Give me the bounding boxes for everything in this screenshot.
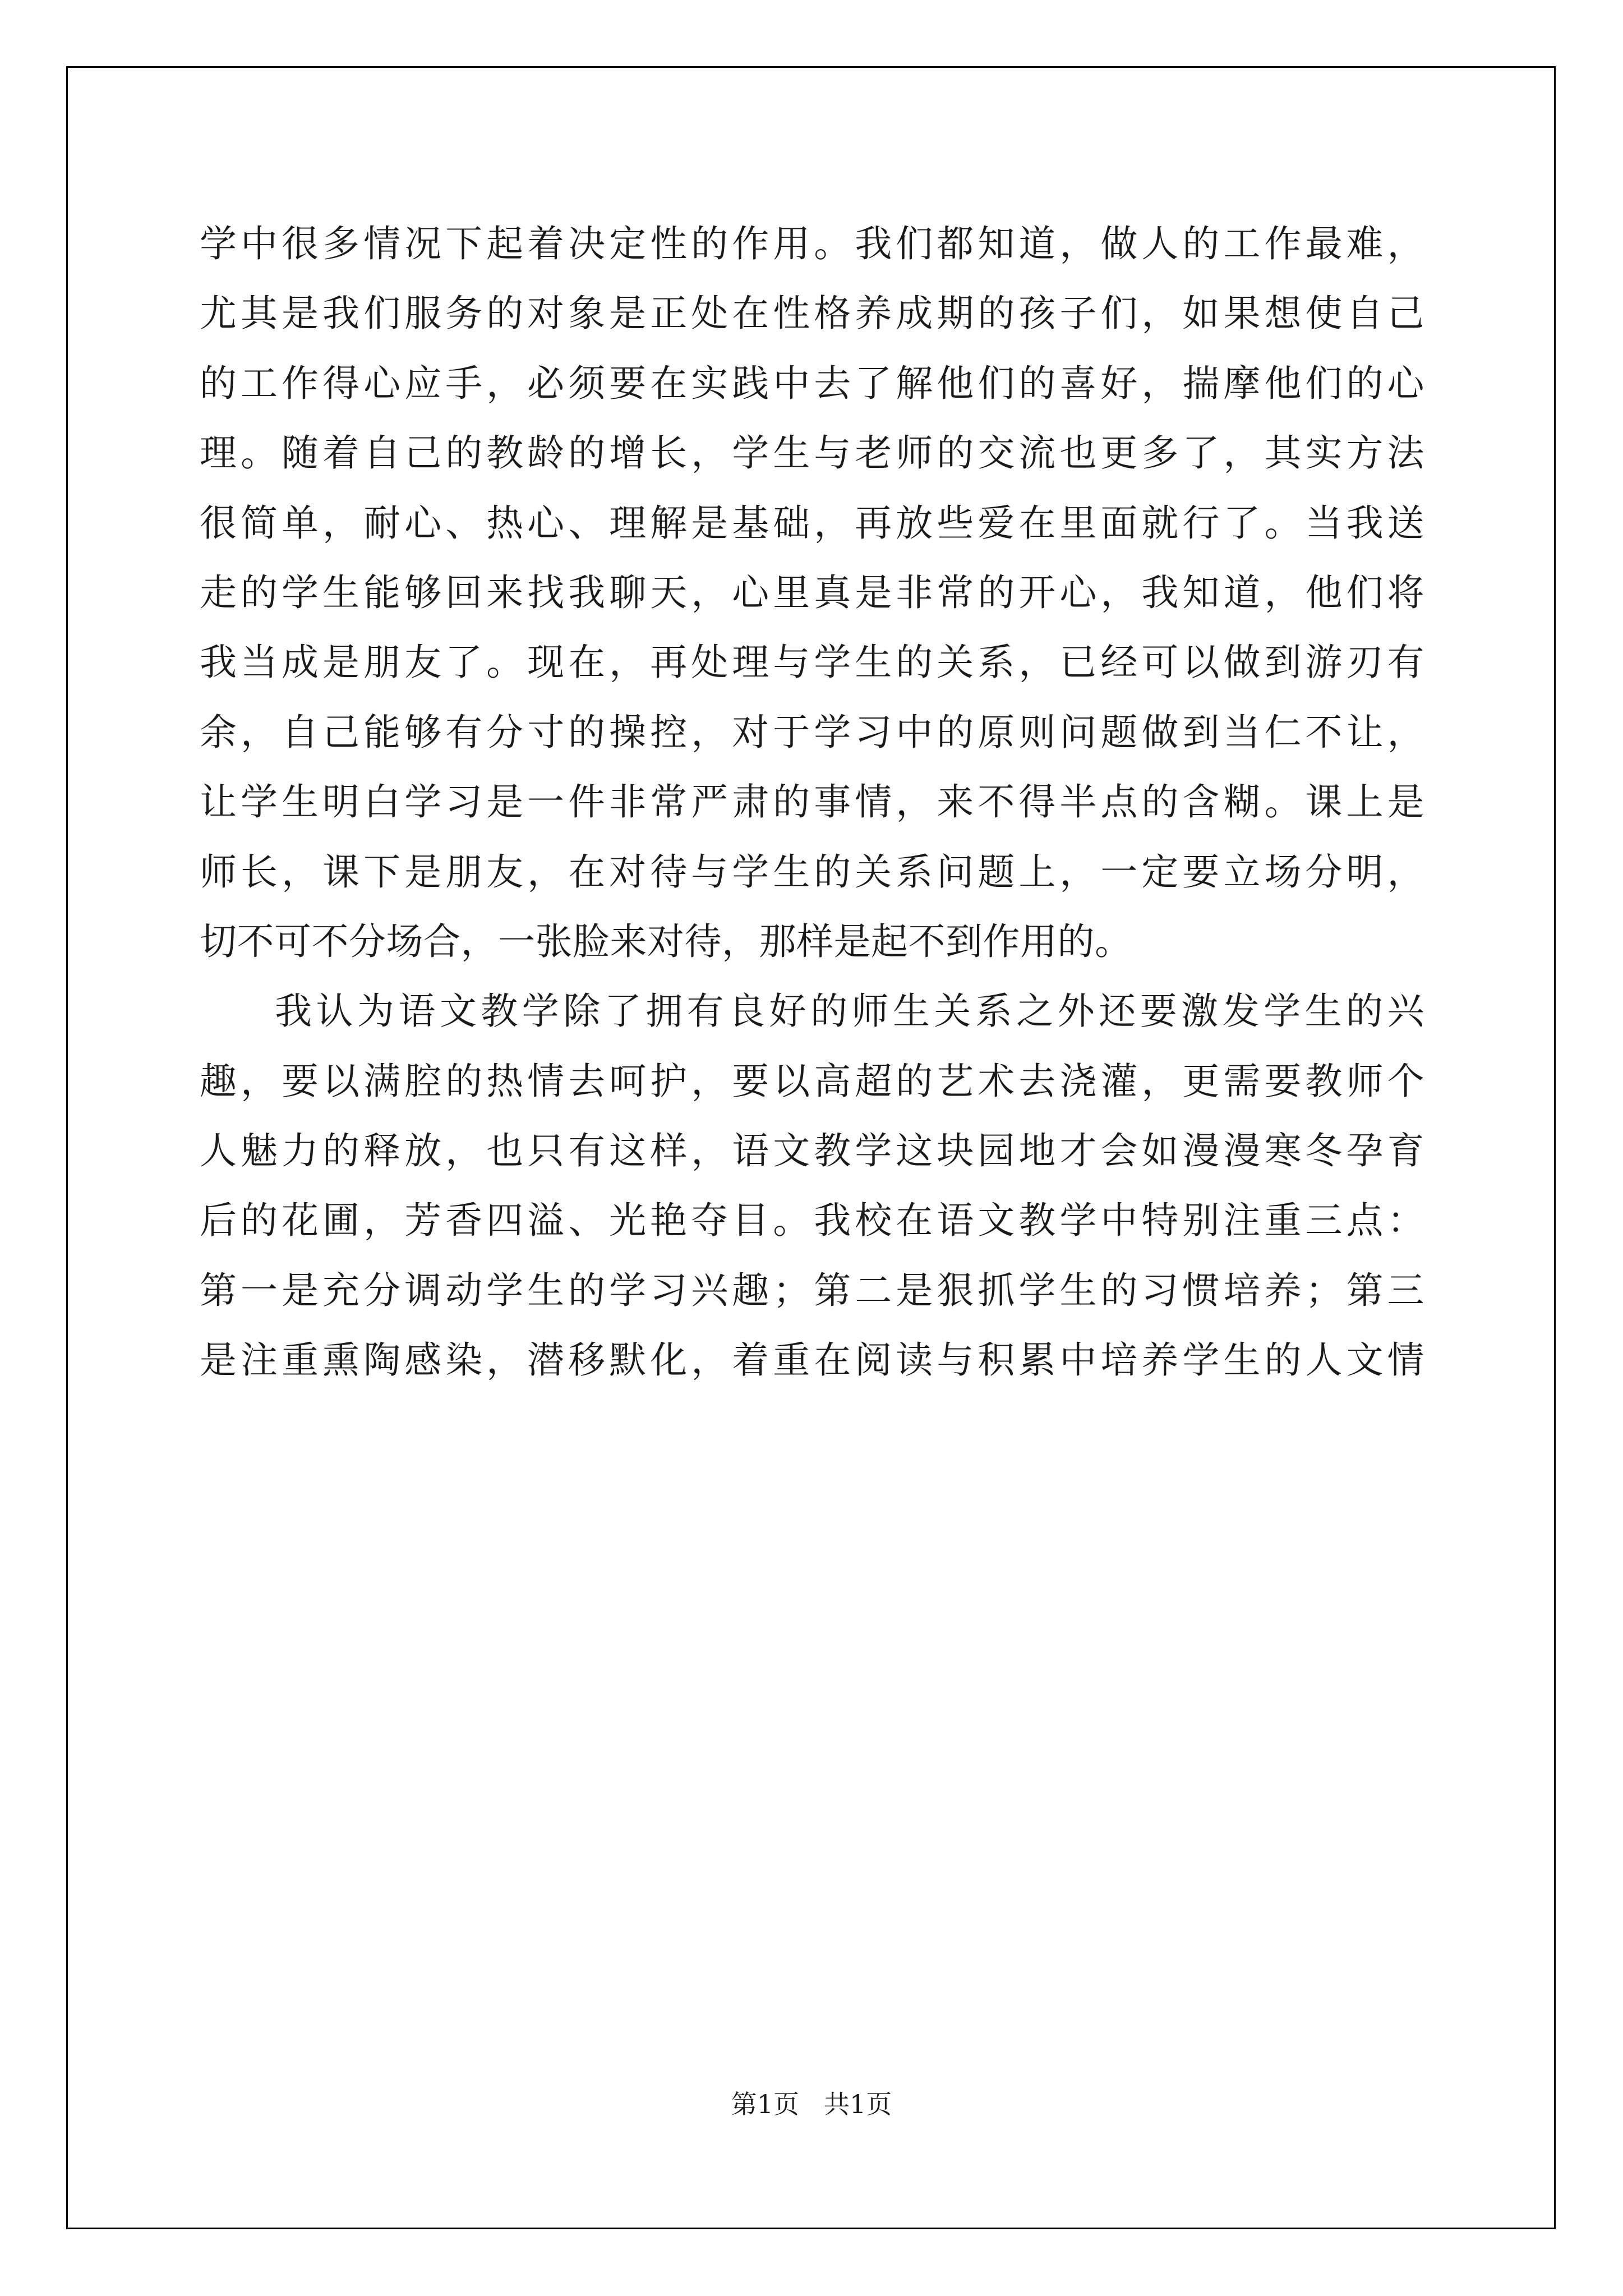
page-footer <box>0 2084 1623 2121</box>
text-line-3: 的工作得心应手，必须要在实践中去了解他们的喜好，揣摩他们的心 <box>200 361 1424 405</box>
document-body <box>200 209 1424 1396</box>
page-number: 第1页 <box>731 2089 800 2119</box>
text-line-1: 学中很多情况下起着决定性的作用。我们都知道，做人的工作最难， <box>200 222 1424 265</box>
text-line-16: 第一是充分调动学生的学习兴趣；第二是狠抓学生的习惯培养；第三 <box>200 1268 1424 1312</box>
text-line-4: 理。随着自己的教龄的增长，学生与老师的交流也更多了，其实方法 <box>200 431 1424 475</box>
text-line-8: 余，自己能够有分寸的操控，对于学习中的原则问题做到当仁不让， <box>200 710 1424 754</box>
text-line-6: 走的学生能够回来找我聊天，心里真是非常的开心，我知道，他们将 <box>200 570 1424 614</box>
page-total: 共1页 <box>823 2089 892 2119</box>
text-line-11: 切不可不分场合，一张脸来对待，那样是起不到作用的。 <box>200 919 1132 963</box>
text-line-2: 尤其是我们服务的对象是正处在性格养成期的孩子们，如果想使自己 <box>200 292 1424 335</box>
text-line-15: 后的花圃，芳香四溢、光艳夺目。我校在语文教学中特别注重三点： <box>200 1199 1424 1243</box>
text-line-13: 趣，要以满腔的热情去呵护，要以高超的艺术去浇灌，更需要教师个 <box>200 1059 1424 1103</box>
text-line-17: 是注重熏陶感染，潜移默化，着重在阅读与积累中培养学生的人文情 <box>200 1338 1424 1382</box>
text-line-10: 师长，课下是朋友，在对待与学生的关系问题上，一定要立场分明， <box>200 850 1424 894</box>
text-line-9: 让学生明白学习是一件非常严肃的事情，来不得半点的含糊。课上是 <box>200 780 1424 824</box>
text-line-12: 我认为语文教学除了拥有良好的师生关系之外还要激发学生的兴 <box>275 990 1424 1033</box>
text-line-5: 很简单，耐心、热心、理解是基础，再放些爱在里面就行了。当我送 <box>200 501 1424 545</box>
text-line-7: 我当成是朋友了。现在，再处理与学生的关系，已经可以做到游刃有 <box>200 641 1424 684</box>
text-line-14: 人魅力的释放，也只有这样，语文教学这块园地才会如漫漫寒冬孕育 <box>200 1129 1424 1173</box>
